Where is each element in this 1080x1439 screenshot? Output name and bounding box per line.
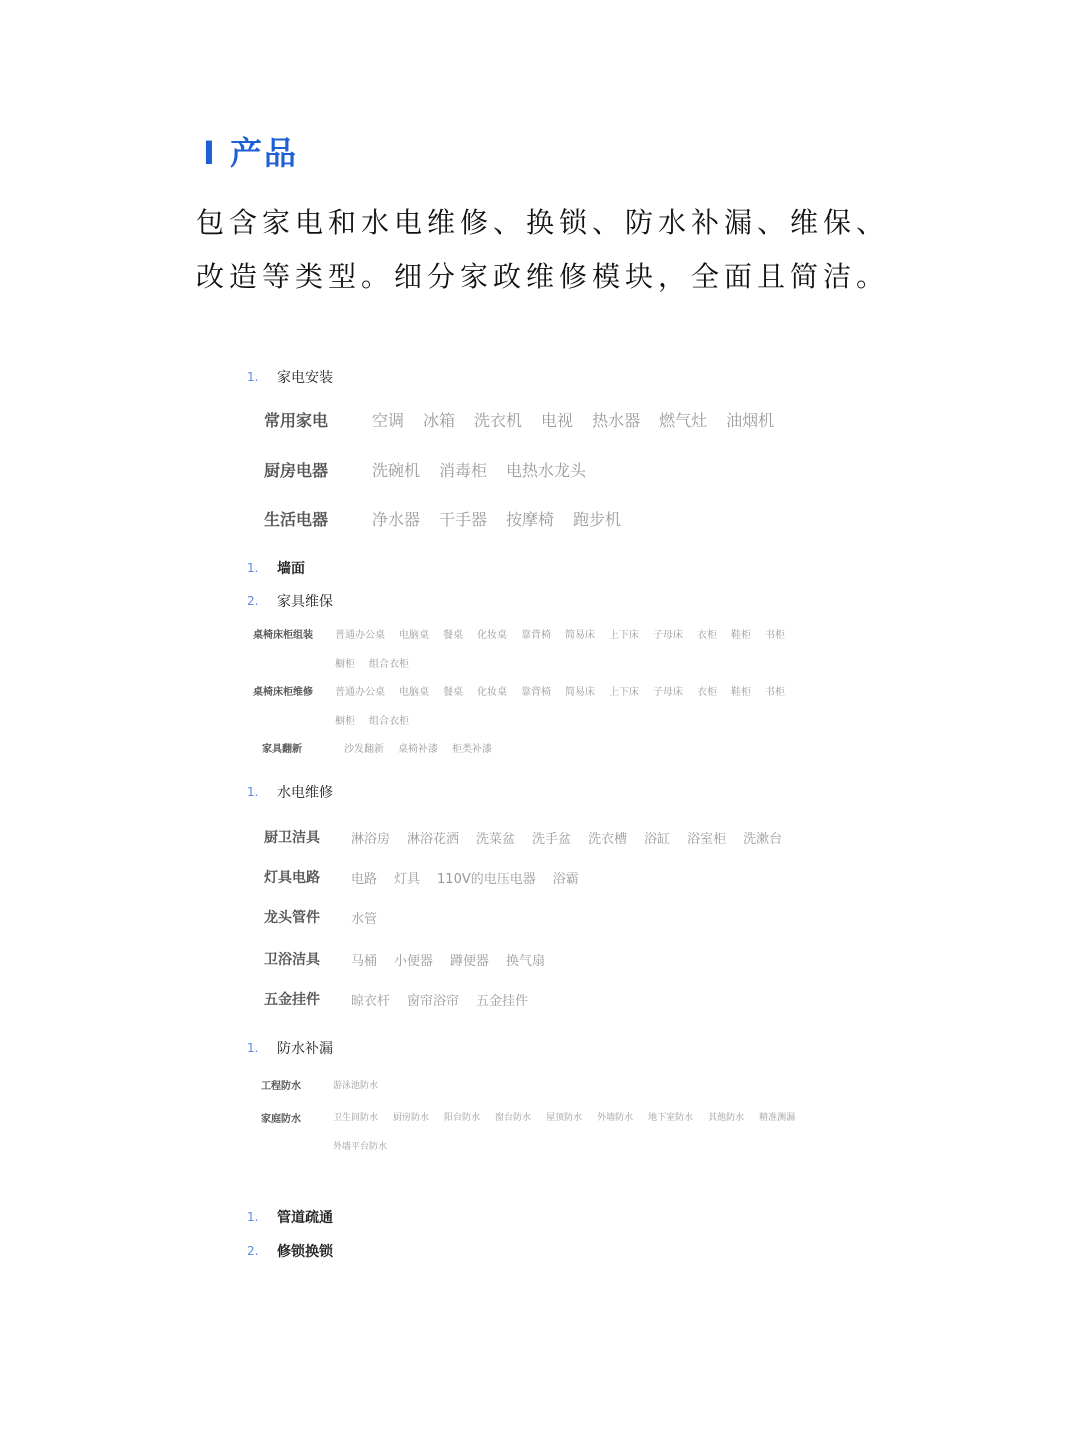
category-item: 马桶 — [351, 953, 378, 969]
category-item: 电脑桌 — [399, 687, 429, 698]
category-items — [351, 828, 799, 847]
section-label: 墙面 — [277, 561, 305, 577]
category-item: 热水器 — [592, 411, 641, 430]
category-item: 电脑桌 — [399, 630, 429, 641]
page-title: I 产品 — [203, 134, 299, 172]
category-row — [264, 408, 793, 431]
category-item: 油烟机 — [726, 411, 775, 430]
category-items — [333, 1078, 813, 1091]
category-items — [372, 458, 605, 481]
category-name: 卫浴洁具 — [264, 952, 320, 968]
section-label: 家具维保 — [277, 594, 333, 610]
section-label: 修锁换锁 — [277, 1244, 333, 1260]
category-item: 洗漱台 — [743, 831, 783, 847]
section-label: 管道疏通 — [277, 1210, 333, 1226]
category-item: 化妆桌 — [477, 630, 507, 641]
category-item: 洗手盆 — [532, 831, 572, 847]
category-item: 化妆桌 — [477, 687, 507, 698]
category-name: 家庭防水 — [261, 1114, 301, 1125]
category-items — [344, 740, 824, 755]
category-item: 普通办公桌 — [335, 630, 385, 641]
category-row — [264, 827, 799, 847]
category-items — [351, 990, 545, 1009]
category-row — [253, 683, 815, 727]
category-item: 淋浴花洒 — [407, 831, 460, 847]
category-item: 空调 — [372, 411, 405, 430]
category-item: 衣柜 — [697, 687, 717, 698]
category-item: 阳台防水 — [444, 1113, 481, 1123]
category-row — [253, 626, 815, 670]
category-item: 换气扇 — [506, 953, 546, 969]
list-number: 2. — [247, 594, 259, 608]
category-item: 简易床 — [565, 687, 595, 698]
category-item: 桌椅补漆 — [398, 744, 438, 755]
category-item: 外墙平台防水 — [333, 1142, 388, 1152]
category-item: 五金挂件 — [476, 993, 529, 1009]
category-items — [335, 626, 815, 670]
category-item: 净水器 — [372, 510, 421, 529]
category-name: 生活电器 — [264, 510, 329, 529]
section-label: 水电维修 — [277, 785, 333, 801]
category-item: 水管 — [351, 911, 378, 927]
category-name: 厨房电器 — [264, 461, 329, 480]
category-item: 晾衣杆 — [351, 993, 391, 1009]
category-item: 燃气灶 — [659, 411, 708, 430]
category-item: 上下床 — [609, 687, 639, 698]
category-item: 组合衣柜 — [369, 716, 409, 727]
category-item: 电视 — [541, 411, 574, 430]
category-row — [264, 949, 562, 969]
category-row — [264, 458, 605, 481]
section-label: 防水补漏 — [277, 1041, 333, 1057]
category-item: 按摩椅 — [506, 510, 555, 529]
category-item: 浴缸 — [644, 831, 671, 847]
category-item: 洗衣机 — [474, 411, 523, 430]
category-row — [264, 907, 394, 927]
category-item: 浴霸 — [552, 871, 579, 887]
category-row — [261, 1077, 813, 1092]
section-label: 家电安装 — [277, 370, 333, 386]
category-item: 餐桌 — [443, 687, 463, 698]
intro-paragraph: 包含家电和水电维修、换锁、防水补漏、维保、改造等类型。细分家政维修模块，全面且简洁。 — [196, 206, 890, 293]
category-item: 消毒柜 — [439, 461, 488, 480]
category-item: 洗衣槽 — [588, 831, 628, 847]
category-item: 小便器 — [394, 953, 434, 969]
category-item: 普通办公桌 — [335, 687, 385, 698]
category-item: 衣柜 — [697, 630, 717, 641]
category-items — [333, 1110, 813, 1152]
category-item: 靠背椅 — [521, 630, 551, 641]
category-item: 简易床 — [565, 630, 595, 641]
category-item: 橱柜 — [335, 659, 355, 670]
category-item: 靠背椅 — [521, 687, 551, 698]
category-row — [262, 740, 824, 755]
category-name: 家具翻新 — [262, 744, 302, 755]
category-item: 灯具 — [394, 871, 421, 887]
category-item: 110V的电压电器 — [437, 871, 536, 887]
category-name: 灯具电路 — [264, 870, 320, 886]
category-item: 上下床 — [609, 630, 639, 641]
list-number: 2. — [247, 1244, 259, 1258]
list-item-plumbing — [247, 782, 333, 802]
category-items — [351, 868, 596, 887]
category-item: 其他防水 — [708, 1113, 745, 1123]
list-number: 1. — [247, 561, 259, 575]
category-item: 屋顶防水 — [546, 1113, 583, 1123]
category-row — [264, 989, 545, 1009]
list-item-pipe — [247, 1207, 333, 1227]
category-items — [372, 507, 640, 530]
category-item: 子母床 — [653, 630, 683, 641]
category-items — [372, 408, 793, 431]
category-item: 窗台防水 — [495, 1113, 532, 1123]
category-row — [264, 507, 640, 530]
category-items — [335, 683, 815, 727]
category-name: 常用家电 — [264, 411, 329, 430]
category-item: 橱柜 — [335, 716, 355, 727]
category-items — [351, 950, 562, 969]
list-item-appliance — [247, 367, 333, 387]
category-item: 浴室柜 — [687, 831, 727, 847]
category-item: 洗菜盆 — [476, 831, 516, 847]
category-item: 子母床 — [653, 687, 683, 698]
category-name: 五金挂件 — [264, 992, 320, 1008]
category-item: 电路 — [351, 871, 378, 887]
category-item: 餐桌 — [443, 630, 463, 641]
category-item: 窗帘浴帘 — [407, 993, 460, 1009]
list-item-wall — [247, 558, 305, 578]
category-item: 跑步机 — [573, 510, 622, 529]
category-item: 外墙防水 — [597, 1113, 634, 1123]
category-item: 游泳池防水 — [333, 1081, 379, 1091]
category-name: 桌椅床柜组装 — [253, 630, 313, 641]
category-row — [261, 1110, 813, 1152]
list-number: 1. — [247, 785, 259, 799]
list-number: 1. — [247, 1210, 259, 1224]
category-item: 组合衣柜 — [369, 659, 409, 670]
category-item: 蹲便器 — [450, 953, 490, 969]
list-number: 1. — [247, 1041, 259, 1055]
list-item-waterproof — [247, 1038, 333, 1058]
category-item: 洗碗机 — [372, 461, 421, 480]
category-item: 地下室防水 — [648, 1113, 694, 1123]
list-item-furniture — [247, 591, 333, 611]
category-row — [264, 867, 596, 887]
category-item: 鞋柜 — [731, 630, 751, 641]
category-name: 龙头管件 — [264, 910, 320, 926]
category-items — [351, 908, 394, 927]
category-item: 干手器 — [439, 510, 488, 529]
category-name: 桌椅床柜维修 — [253, 687, 313, 698]
category-item: 柜类补漆 — [452, 744, 492, 755]
category-item: 卫生间防水 — [333, 1113, 379, 1123]
category-item: 沙发翻新 — [344, 744, 384, 755]
list-number: 1. — [247, 370, 259, 384]
category-item: 电热水龙头 — [506, 461, 587, 480]
category-item: 淋浴房 — [351, 831, 391, 847]
category-item: 书柜 — [765, 687, 785, 698]
category-item: 厨房防水 — [393, 1113, 430, 1123]
category-item: 鞋柜 — [731, 687, 751, 698]
category-name: 工程防水 — [261, 1081, 301, 1092]
category-name: 厨卫洁具 — [264, 830, 320, 846]
category-item: 冰箱 — [423, 411, 456, 430]
category-item: 精准测漏 — [759, 1113, 796, 1123]
list-item-lock — [247, 1241, 333, 1261]
category-item: 书柜 — [765, 630, 785, 641]
